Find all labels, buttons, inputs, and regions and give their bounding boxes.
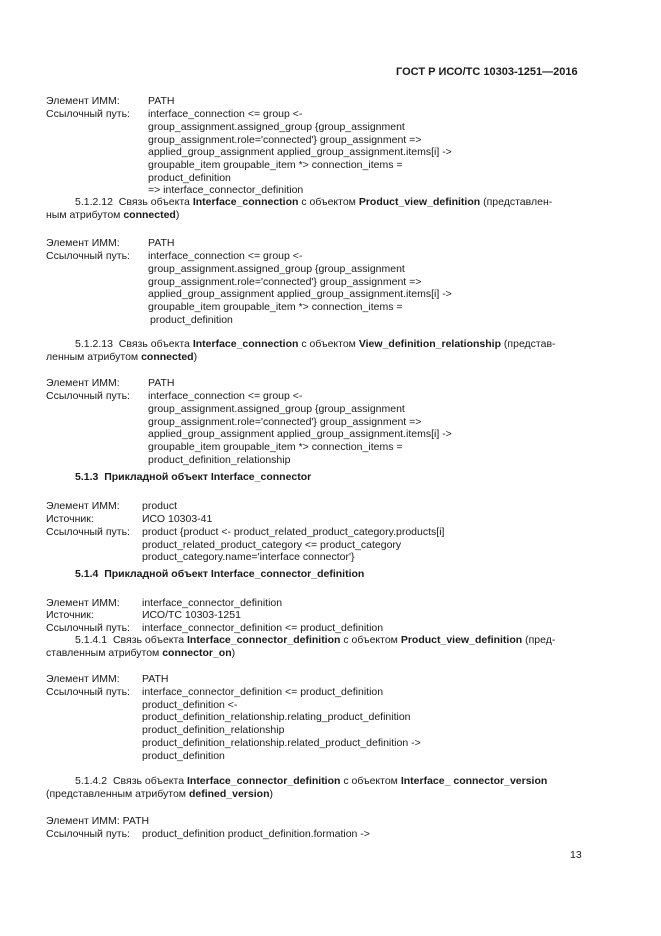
entity-name: Interface_connection (192, 338, 299, 350)
path-line: product_definition_relationship (148, 454, 291, 466)
section-text: с объектом (343, 634, 398, 646)
section-text: ) (193, 351, 198, 364)
imm-label: Элемент ИММ: (46, 500, 120, 512)
path-line: interface_connection <= group <- (148, 250, 303, 262)
section-number: 5.1.4 (75, 568, 99, 580)
imm-label: Элемент ИММ: (46, 597, 120, 609)
path-line: interface_connection <= group <- (148, 390, 303, 402)
section-text: (пред- (525, 634, 556, 646)
path-line: groupable_item groupable_item *> connection_items = (148, 301, 403, 313)
entity-name: Interface_connection (192, 196, 299, 208)
section-text: Связь объекта (118, 338, 190, 350)
path-label: Ссылочный путь: (46, 108, 130, 120)
section-text: (представленным атрибутом (46, 788, 187, 801)
path-line: product_definition <- (142, 699, 238, 711)
section-text: (представ- (503, 338, 556, 350)
imm-label: Элемент ИММ: PATH (46, 815, 150, 827)
section-text: Связь объекта (112, 775, 185, 787)
path-line: group_assignment.role='connected'} group_assignment => (148, 276, 422, 288)
path-line: => interface_connector_definition (148, 184, 304, 196)
path-line: product_definition (142, 750, 225, 762)
path-label: Ссылочный путь: (46, 526, 130, 538)
path-label: Ссылочный путь: (46, 250, 130, 262)
section-text: ) (231, 647, 236, 660)
attribute-name: connected (141, 351, 194, 364)
section-title: Прикладной объект Interface_connector_definition (104, 568, 365, 580)
section-number: 5.1.3 (75, 471, 99, 483)
path-line: product_definition_relationship.relating_product_definition (142, 711, 411, 723)
path-line: group_assignment.role='connected'} group_assignment => (148, 416, 422, 428)
path-label: Ссылочный путь: (46, 622, 130, 634)
imm-value: PATH (142, 673, 169, 685)
path-line: group_assignment.assigned_group {group_assignment (148, 121, 405, 133)
path-line: product_definition_relationship (142, 724, 285, 736)
entity-name: View_definition_relationship (358, 338, 501, 350)
section-text: с объектом (343, 775, 398, 787)
imm-value: product (142, 500, 178, 512)
section-number: 5.1.4.1 (75, 634, 108, 646)
path-line: applied_group_assignment applied_group_assignment.items[i] -> (148, 428, 452, 440)
attribute-name: connector_on (162, 647, 232, 660)
entity-name: Interface_connector_definition (186, 634, 341, 646)
path-label: Ссылочный путь: (46, 686, 130, 698)
section-text: Связь объекта (112, 634, 185, 646)
section-text: Связь объекта (118, 196, 190, 208)
source-value: ИСО/ТС 10303-1251 (142, 609, 241, 621)
path-line: groupable_item groupable_item *> connection_items = (148, 441, 403, 453)
section-number: 5.1.2.12 (75, 196, 113, 208)
path-line: product_related_product_category <= product_category (142, 539, 402, 551)
path-line: product_definition_relationship.related_product_definition -> (142, 737, 421, 749)
path-line: group_assignment.assigned_group {group_assignment (148, 403, 405, 415)
path-line: interface_connection <= group <- (148, 108, 303, 120)
source-label: Источник: (46, 609, 94, 621)
path-label: Ссылочный путь: (46, 828, 130, 840)
section-text: ным атрибутом (46, 209, 121, 222)
path-line: product_category.name='interface connector'} (142, 551, 355, 563)
source-value: ИСО 10303-41 (142, 513, 213, 525)
entity-name: Product_view_definition (358, 196, 481, 208)
path-line: group_assignment.role='connected'} group_assignment => (148, 134, 422, 146)
section-text: ленным атрибутом (46, 351, 139, 364)
imm-label: Элемент ИММ: (46, 95, 120, 107)
section-text: ) (269, 788, 273, 801)
path-line: product_definition (148, 172, 231, 184)
imm-value: PATH (148, 95, 175, 107)
section-text: с объектом (301, 338, 356, 350)
path-line: product {product <- product_related_product_category.products[i] (142, 526, 445, 538)
path-line: product_definition (150, 314, 233, 326)
section-number: 5.1.4.2 (75, 775, 108, 787)
entity-name: Interface_connector_definition (186, 775, 341, 787)
subsection-heading-5-1-4 (75, 568, 364, 581)
entity-name: Product_view_definition (400, 634, 523, 646)
section-text: ставленным атрибутом (46, 647, 160, 660)
section-5-1-2-12 (46, 196, 591, 223)
imm-label: Элемент ИММ: (46, 237, 120, 249)
section-5-1-4-2 (46, 775, 591, 802)
section-title: Прикладной объект Interface_connector (104, 471, 312, 483)
imm-value: PATH (148, 377, 175, 389)
subsection-heading-5-1-3 (75, 471, 311, 484)
imm-value: PATH (148, 237, 175, 249)
path-line: interface_connector_definition <= product_definition (142, 622, 384, 634)
imm-value: interface_connector_definition (142, 597, 283, 609)
section-5-1-2-13 (46, 338, 591, 365)
imm-label: Элемент ИММ: (46, 377, 120, 389)
source-label: Источник: (46, 513, 94, 525)
path-line: group_assignment.assigned_group {group_assignment (148, 263, 405, 275)
attribute-name: connected (123, 209, 176, 222)
section-text: с объектом (301, 196, 356, 208)
attribute-name: defined_version (188, 788, 270, 801)
imm-label: Элемент ИММ: (46, 673, 120, 685)
path-line: applied_group_assignment applied_group_assignment.items[i] -> (148, 146, 452, 158)
path-line: product_definition product_definition.formation -> (142, 828, 370, 840)
page-number: 13 (570, 849, 582, 861)
entity-name: Interface_ connector_version (400, 775, 548, 787)
section-text: ) (175, 209, 180, 222)
section-5-1-4-1 (46, 634, 591, 661)
document-header: ГОСТ Р ИСО/ТС 10303-1251—2016 (396, 66, 578, 78)
section-number: 5.1.2.13 (75, 338, 113, 350)
path-label: Ссылочный путь: (46, 390, 130, 402)
path-line: groupable_item groupable_item *> connection_items = (148, 159, 403, 171)
path-line: applied_group_assignment applied_group_assignment.items[i] -> (148, 288, 452, 300)
path-line: interface_connector_definition <= product_definition (142, 686, 384, 698)
section-text: (представлен- (483, 196, 553, 208)
